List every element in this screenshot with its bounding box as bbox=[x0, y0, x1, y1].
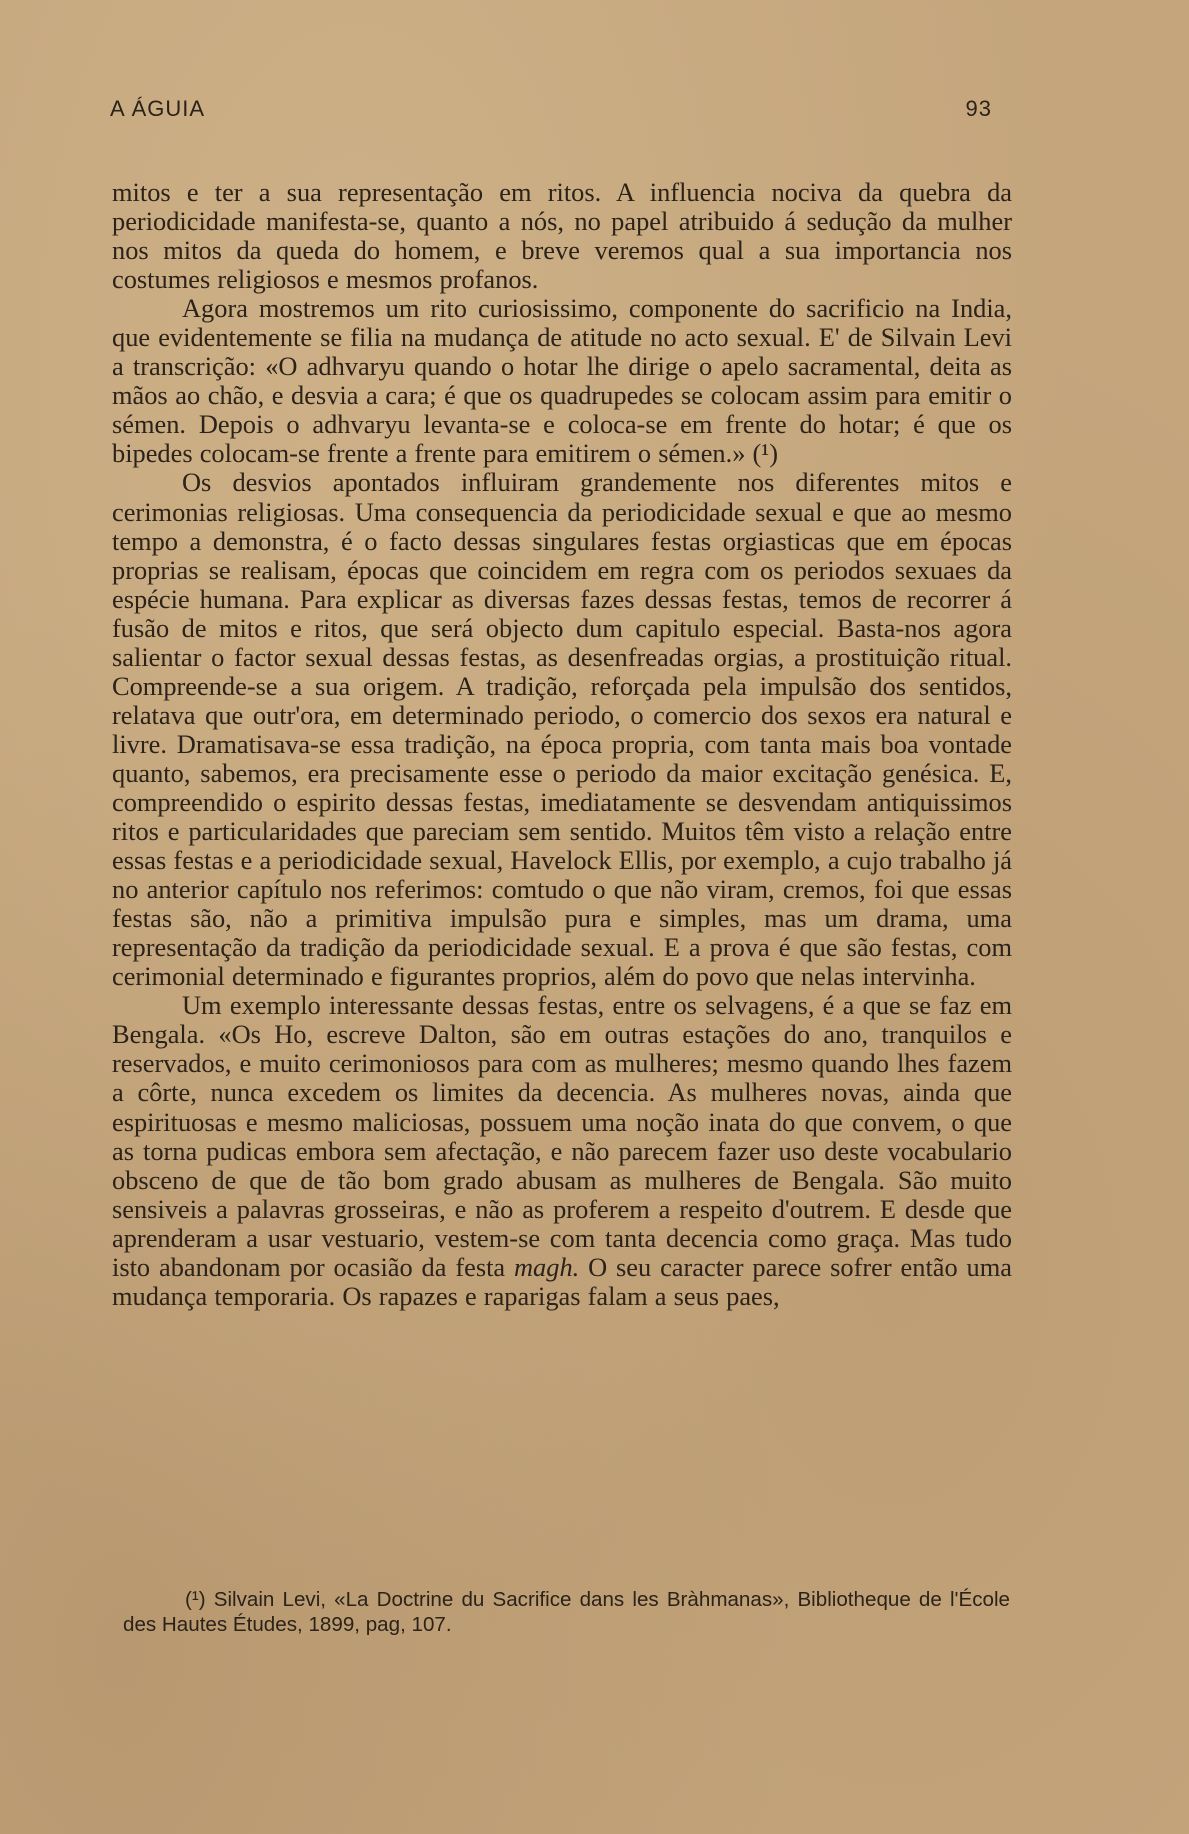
journal-title: A ÁGUIA bbox=[110, 96, 206, 121]
paragraph-4-part-1: Um exemplo interessante dessas festas, entre os selvagens, é a que se faz em Bengala. «Os Ho, escreve Dalton, são em outras estações do ano, tranquilos e reservados, e muito cerimoniosos para com as mulheres; mesmo quando lhes fazem a côrte, nunca excedem os limites da decencia. As mulheres novas, ainda que espirituosas e mesmo maliciosas, possuem uma noção inata do que convem, o que as torna pudicas embora sem afectação, e não parecem fazer uso deste vocabulario obsceno de que de tão bom grado abusam as mulheres de Bengala. São muito sensiveis a palavras grosseiras, e não as proferem a respeito d'outrem. E desde que aprenderam a usar vestuario, vestem-se com tanta decencia como graça. Mas tudo isto abandonam por ocasião da festa bbox=[112, 990, 1012, 1282]
paragraph-1: mitos e ter a sua representação em ritos. A influencia nociva da quebra da periodicidade manifesta-se, quanto a nós, no papel atribuido á sedução da mulher nos mitos da queda do homem, e breve veremos qual a sua importancia nos costumes religiosos e mesmos profanos. bbox=[112, 177, 1012, 295]
running-head bbox=[110, 96, 992, 136]
footnote: (¹) Silvain Levi, «La Doctrine du Sacrifice dans les Bràhmanas», Bibliotheque de l'École des Hautes Études, 1899, pag, 107. bbox=[123, 1588, 1010, 1636]
page-number: 93 bbox=[965, 96, 992, 121]
paragraph-4 bbox=[112, 991, 1012, 1311]
festival-name: magh. bbox=[514, 1251, 580, 1282]
body-text bbox=[112, 178, 1012, 1311]
paragraph-4-part-2: O seu caracter parece sofrer então uma mudança temporaria. Os rapazes e raparigas falam a seus paes, bbox=[112, 1251, 1012, 1311]
paragraph-2: Agora mostremos um rito curiosissimo, componente do sacrificio na India, que evidentemente se filia na mudança de atitude no acto sexual. E' de Silvain Levi a transcrição: «O adhvaryu quando o hotar lhe dirige o apelo sacramental, deita as mãos ao chão, e desvia a cara; é que os quadrupedes se colocam assim para emitir o sémen. Depois o adhvaryu levanta-se e coloca-se em frente do hotar; é que os bipedes colocam-se frente a frente para emitirem o sémen.» (¹) bbox=[112, 293, 1012, 469]
paragraph-3: Os desvios apontados influiram grandemente nos diferentes mitos e cerimonias religiosas. Uma consequencia da periodicidade sexual e que ao mesmo tempo a demonstra, é o facto dessas singulares festas orgiasticas que em épocas proprias se realisam, épocas que coincidem em regra com os periodos sexuaes da espécie humana. Para explicar as diversas fazes dessas festas, temos de recorrer á fusão de mitos e ritos, que será objecto dum capitulo especial. Basta-nos agora salientar o factor sexual dessas festas, as desenfreadas orgias, a prostituição ritual. Compreende-se a sua origem. A tradição, reforçada pela impulsão dos sentidos, relatava que outr'ora, em determinado periodo, o comercio dos sexos era natural e livre. Dramatisava-se essa tradição, na época propria, com tanta mais boa vontade quanto, sabemos, era precisamente esse o periodo da maior excitação genésica. E, compreendido o espirito dessas festas, imediatamente se desvendam antiquissimos ritos e particularidades que pareciam sem sentido. Muitos têm visto a relação entre essas festas e a periodicidade sexual, Havelock Ellis, por exemplo, a cujo trabalho já no anterior capítulo nos referimos: comtudo o que não viram, cremos, foi que essas festas são, não a primitiva impulsão pura e simples, mas um drama, uma representação da tradição da periodicidade sexual. E a prova é que são festas, com cerimonial determinado e figurantes proprios, além do povo que nelas intervinha. bbox=[112, 467, 1012, 992]
